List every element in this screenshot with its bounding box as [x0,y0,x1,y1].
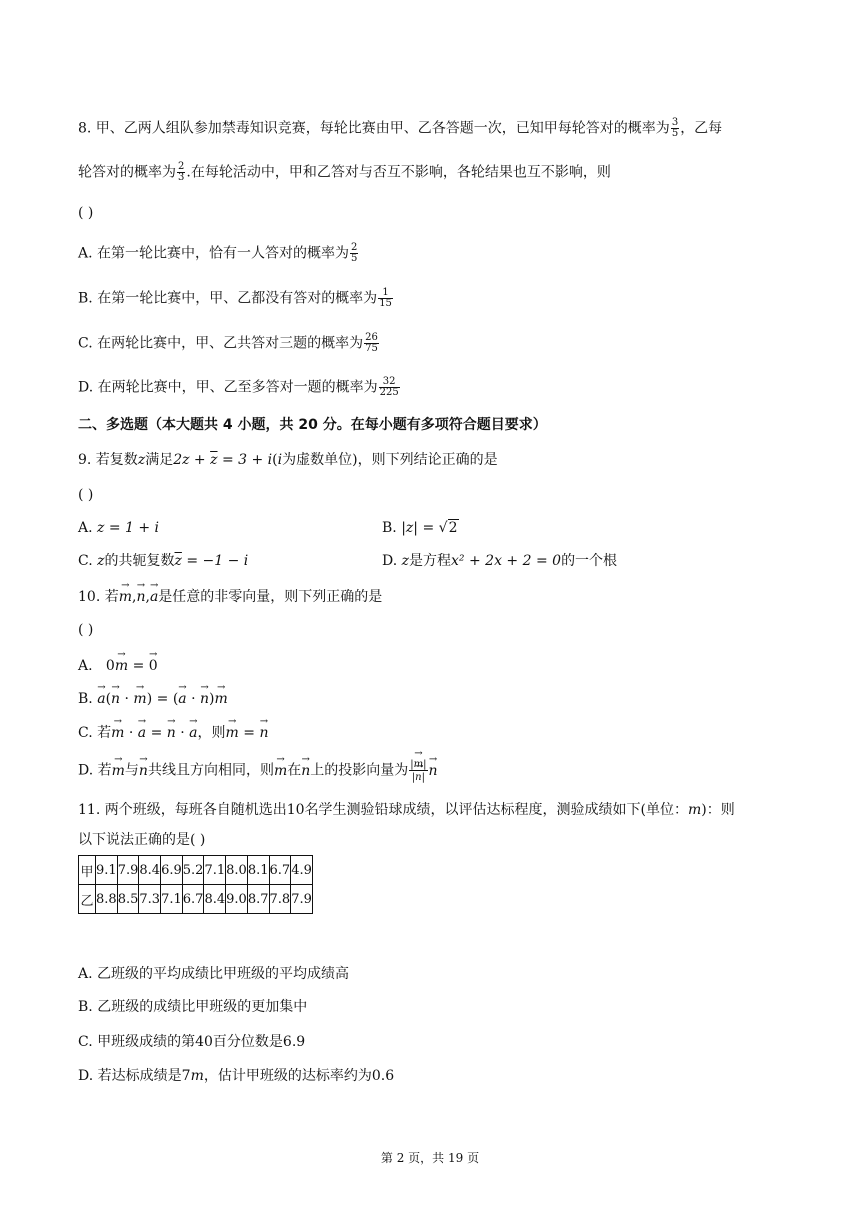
q9-option-c: C. z的共轭复数$\overline{z} = -1 - i$ [78,553,249,569]
q11-option-a: A. 乙班级的平均成绩比甲班级的平均成绩高 [78,966,350,982]
q9-option-b: B. |z| = √2 [382,520,458,536]
table-cell: 7.9 [291,885,313,914]
fraction-jia: $\frac{3}{5}$ [671,117,679,139]
table-cell: 8.8 [96,885,118,914]
table-cell: 6.7 [269,856,291,885]
table-cell: 9.1 [96,856,118,885]
table-cell: 8.4 [139,856,161,885]
table-row [79,885,313,914]
row-label: 乙 [79,885,96,914]
q8-stem-line1: 8. 甲、乙两人组队参加禁毒知识竞赛，每轮比赛由甲、乙各答题一次，已知甲每轮答对的概率为 $\frac{3}{5}$ ，乙每 [78,117,723,139]
table-cell: 7.1 [204,856,226,885]
page-footer: 第 2 页，共 19 页 [380,1151,480,1165]
table-cell: 7.1 [161,885,183,914]
q8-option-d: D. 在两轮比赛中，甲、乙至多答对一题的概率为 $\frac{32}{225}$ [78,376,399,398]
table-cell: 8.1 [247,856,269,885]
q9-stem: 9. 若复数z满足$2z + \overline{z} = 3 + i(i$为虚数单位)，则下列结论正确的是 [78,452,498,468]
fraction-yi: $\frac{2}{3}$ [178,161,185,183]
q11-option-d: D. 若达标成绩是7m，估计甲班级的达标率约为0.6 [78,1068,395,1084]
table-cell: 8.0 [226,856,248,885]
q10-stem: 10. 若→ m,→ n,→ a是任意的非零向量，则下列正确的是 [78,585,382,607]
q8-option-c: C. 在两轮比赛中，甲、乙共答对三题的概率为 $\frac{26}{75}$ [78,332,378,354]
table-cell: 9.0 [226,885,248,914]
q8-answer-bracket: ( ) [78,205,94,221]
table-cell: 8.4 [204,885,226,914]
table-cell: 8.5 [117,885,139,914]
table-cell: 5.2 [182,856,204,885]
row-label: 甲 [79,856,96,885]
q10-option-a: A. 0→ m = → 0 [78,654,158,676]
table-cell: 7.8 [269,885,291,914]
projection-fraction: $\frac{|\to m|}{|\to n|}$ [409,758,427,783]
table-cell: 6.9 [161,856,183,885]
table-row [79,856,313,885]
scores-table [78,855,313,914]
section-title-multiple-choice: 二、多选题（本大题共 4 小题，共 20 分。在每小题有多项符合题目要求） [78,417,547,433]
q10-answer-bracket: ( ) [78,622,94,638]
q11-option-c: C. 甲班级成绩的第40百分位数是6.9 [78,1034,306,1050]
q11-stem-line2: 以下说法正确的是( ) [78,832,206,848]
q10-option-b: B. → a(→ n · → m) = (→ a · → n)→ m [78,687,228,709]
q9-answer-bracket: ( ) [78,487,94,503]
table-cell: 4.9 [291,856,313,885]
table-cell: 7.9 [117,856,139,885]
q8-option-a: A. 在第一轮比赛中，恰有一人答对的概率为 $\frac{2}{5}$ [78,242,358,264]
q10-option-c: C. 若→ m · → a = → n · → a，则→ m = → n [78,721,268,743]
q10-option-d: D. 若→ m与→ n共线且方向相同，则→ m在→ n上的投影向量为 $\frac{|\to m|}{|\to n|}$ → n [78,758,438,783]
table-cell: 7.3 [139,885,161,914]
table-cell: 6.7 [182,885,204,914]
q11-option-b: B. 乙班级的成绩比甲班级的更加集中 [78,999,308,1015]
q8-stem-line2: 轮答对的概率为 $\frac{2}{3}$ .在每轮活动中，甲和乙答对与否互不影响，各轮结果也互不影响，则 [78,161,611,183]
q9-option-d: D. z是方程x² + 2x + 2 = 0的一个根 [382,553,618,569]
q11-stem-line1: 11. 两个班级，每班各自随机选出10名学生测验铅球成绩，以评估达标程度，测验成绩如下(单位：m)：则 [78,802,735,818]
q9-option-a: A. z = 1 + i [78,520,160,536]
q8-option-b: B. 在第一轮比赛中，甲、乙都没有答对的概率为 $\frac{1}{15}$ [78,287,392,309]
table-cell: 8.7 [247,885,269,914]
